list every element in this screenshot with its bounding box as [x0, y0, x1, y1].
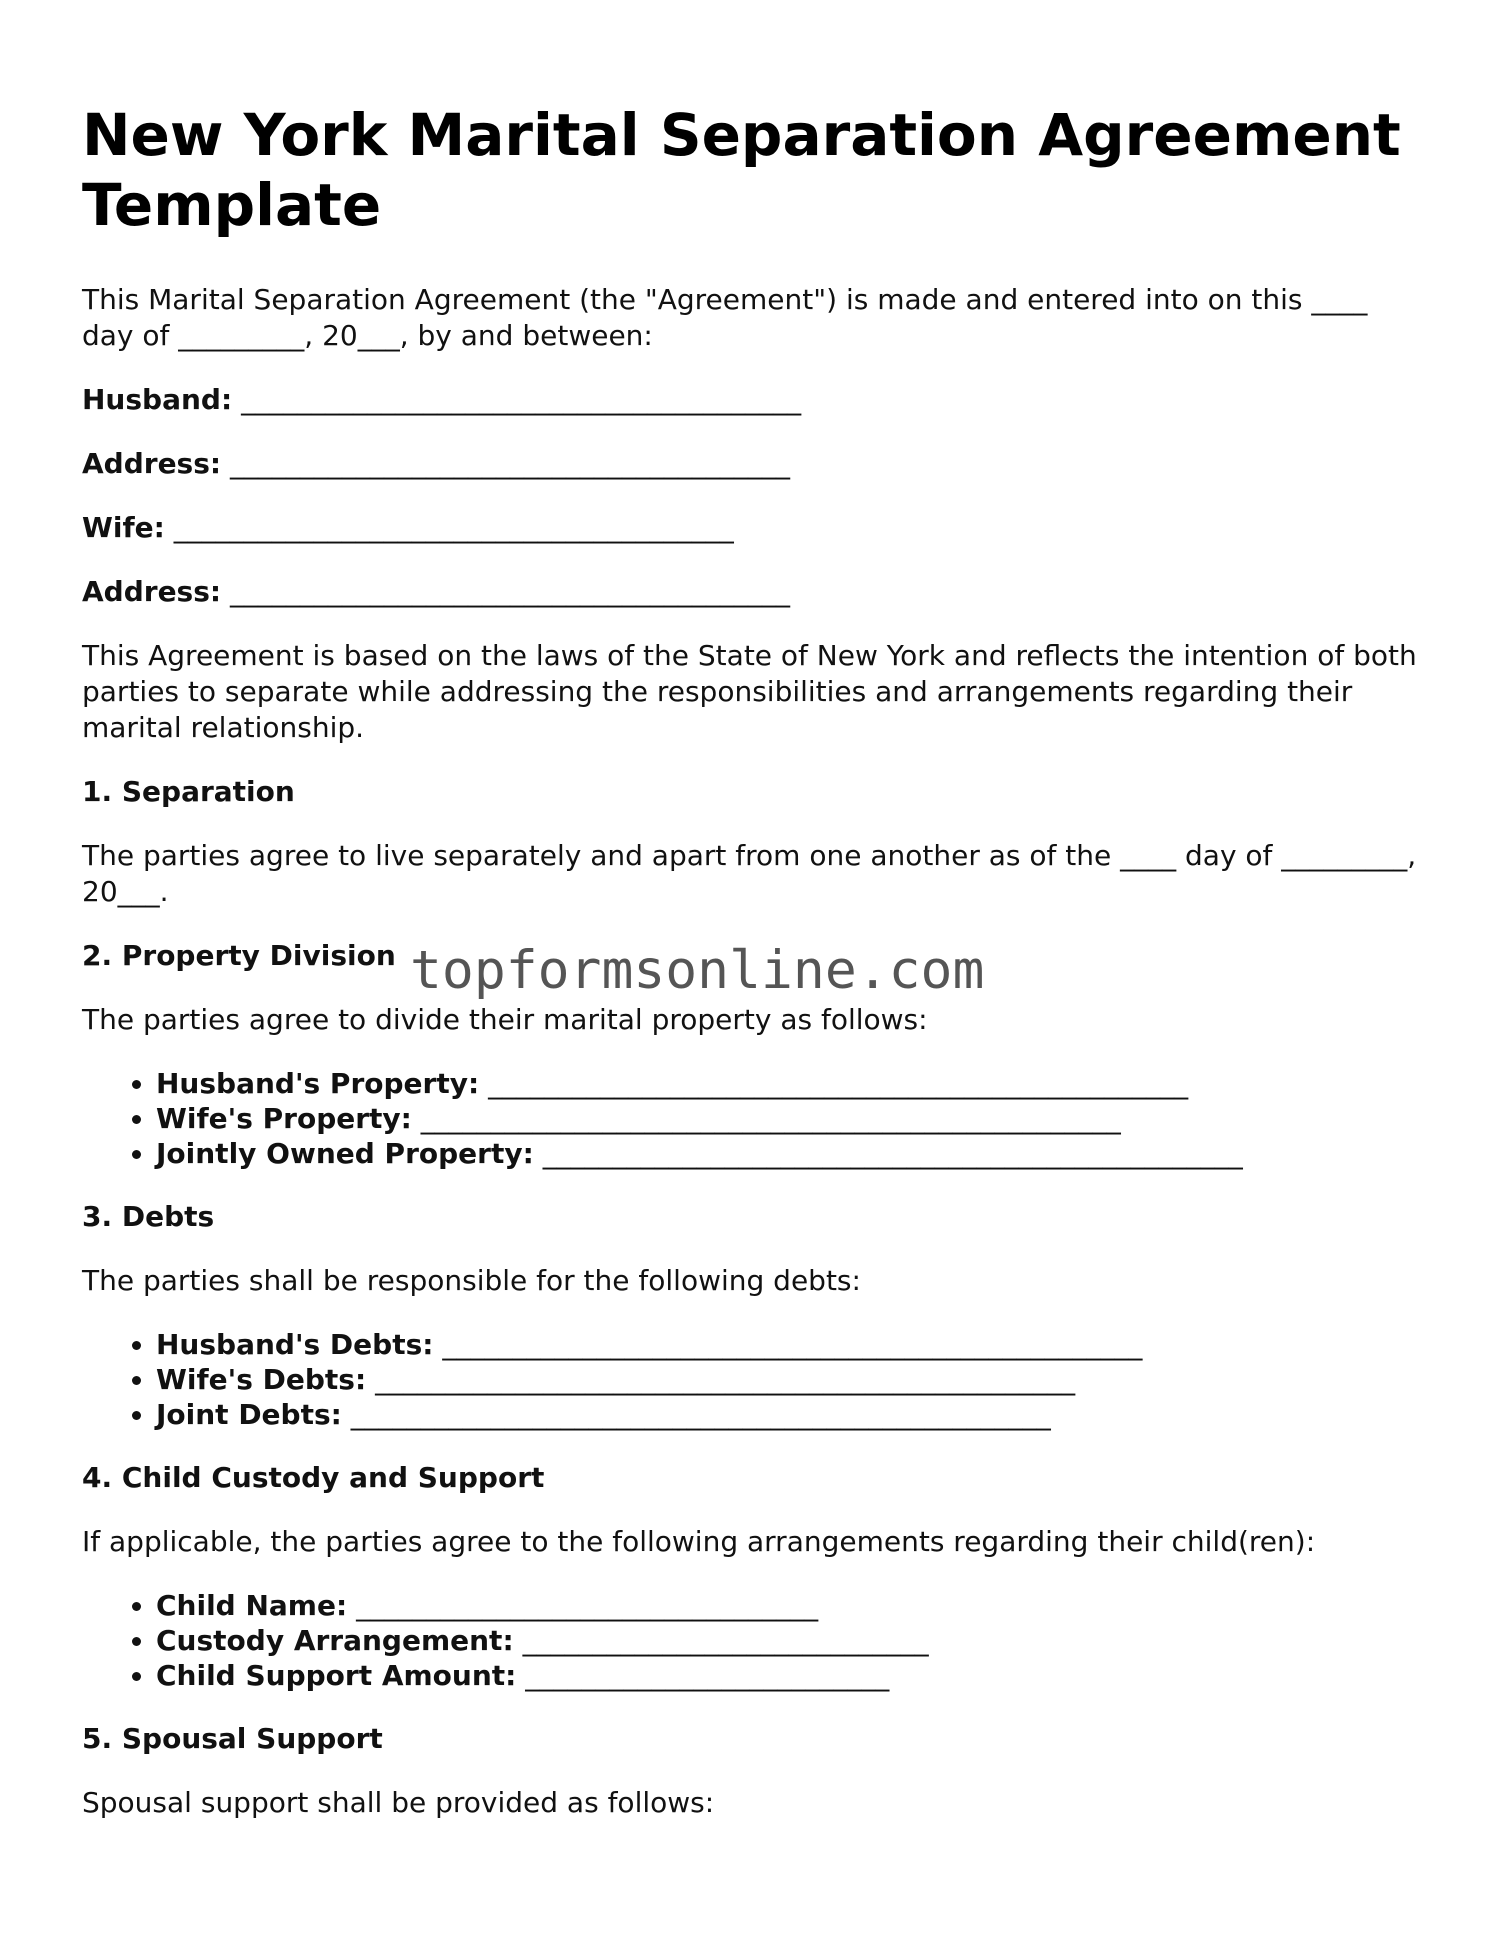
joint-debts-label: Joint Debts:: [156, 1398, 342, 1431]
separation-heading: 1. Separation: [82, 775, 295, 808]
husband-property-blank[interactable]: __________________________________________________: [488, 1067, 1189, 1100]
custody-list: [82, 1588, 1422, 1693]
list-item: [156, 1362, 1422, 1397]
husband-blank[interactable]: ________________________________________: [241, 383, 802, 416]
wife-debts-blank[interactable]: __________________________________________________: [375, 1363, 1076, 1396]
debts-list: [82, 1327, 1422, 1432]
list-item: [156, 1101, 1422, 1136]
custody-heading: 4. Child Custody and Support: [82, 1461, 545, 1494]
spousal-heading: 5. Spousal Support: [82, 1722, 383, 1755]
property-heading: 2. Property Division: [82, 939, 396, 972]
husband-field: [82, 382, 1422, 418]
watermark: topformsonline.com: [410, 940, 985, 1001]
debts-text: The parties shall be responsible for the following debts:: [82, 1264, 861, 1297]
husband-address-blank[interactable]: ________________________________________: [230, 447, 790, 480]
wife-address-label: Address:: [82, 575, 222, 608]
joint-property-label: Jointly Owned Property:: [156, 1137, 534, 1170]
list-item: [156, 1327, 1422, 1362]
custody-arrangement-label: Custody Arrangement:: [156, 1624, 514, 1657]
wife-property-label: Wife's Property:: [156, 1102, 412, 1135]
child-support-label: Child Support Amount:: [156, 1659, 517, 1692]
debts-heading: 3. Debts: [82, 1200, 215, 1233]
wife-field: [82, 510, 1422, 546]
joint-property-blank[interactable]: __________________________________________________: [542, 1137, 1243, 1170]
wife-address-blank[interactable]: ________________________________________: [230, 575, 790, 608]
list-item: [156, 1588, 1422, 1623]
wife-debts-label: Wife's Debts:: [156, 1363, 367, 1396]
spousal-text: Spousal support shall be provided as follows:: [82, 1786, 715, 1819]
wife-blank[interactable]: ________________________________________: [173, 511, 734, 544]
husband-property-label: Husband's Property:: [156, 1067, 480, 1100]
intro-paragraph: This Marital Separation Agreement (the "Agreement") is made and entered into on this ____ day of _________, 20___, by and between:: [82, 283, 1368, 352]
document-title: New York Marital Separation Agreement Template: [82, 101, 1401, 239]
property-list: [82, 1066, 1422, 1171]
wife-label: Wife:: [82, 511, 165, 544]
list-item: [156, 1066, 1422, 1101]
property-text: The parties agree to divide their marital property as follows:: [82, 1003, 928, 1036]
list-item: [156, 1397, 1422, 1432]
basis-paragraph: This Agreement is based on the laws of the State of New York and reflects the intention of both parties to separate while addressing the responsibilities and arrangements regarding their marital relationship.: [82, 639, 1417, 744]
child-name-blank[interactable]: _________________________________: [356, 1589, 819, 1622]
child-support-blank[interactable]: __________________________: [525, 1659, 890, 1692]
separation-text: The parties agree to live separately and apart from one another as of the ____ day of _________, 20___.: [82, 839, 1417, 908]
child-name-label: Child Name:: [156, 1589, 348, 1622]
list-item: [156, 1658, 1422, 1693]
husband-address-field: [82, 446, 1422, 482]
husband-label: Husband:: [82, 383, 233, 416]
husband-debts-blank[interactable]: __________________________________________________: [442, 1328, 1143, 1361]
list-item: [156, 1136, 1422, 1171]
husband-address-label: Address:: [82, 447, 222, 480]
joint-debts-blank[interactable]: __________________________________________________: [350, 1398, 1051, 1431]
list-item: [156, 1623, 1422, 1658]
wife-address-field: [82, 574, 1422, 610]
husband-debts-label: Husband's Debts:: [156, 1328, 434, 1361]
custody-text: If applicable, the parties agree to the following arrangements regarding their child(ren):: [82, 1525, 1316, 1558]
wife-property-blank[interactable]: __________________________________________________: [420, 1102, 1121, 1135]
custody-arrangement-blank[interactable]: _____________________________: [522, 1624, 929, 1657]
